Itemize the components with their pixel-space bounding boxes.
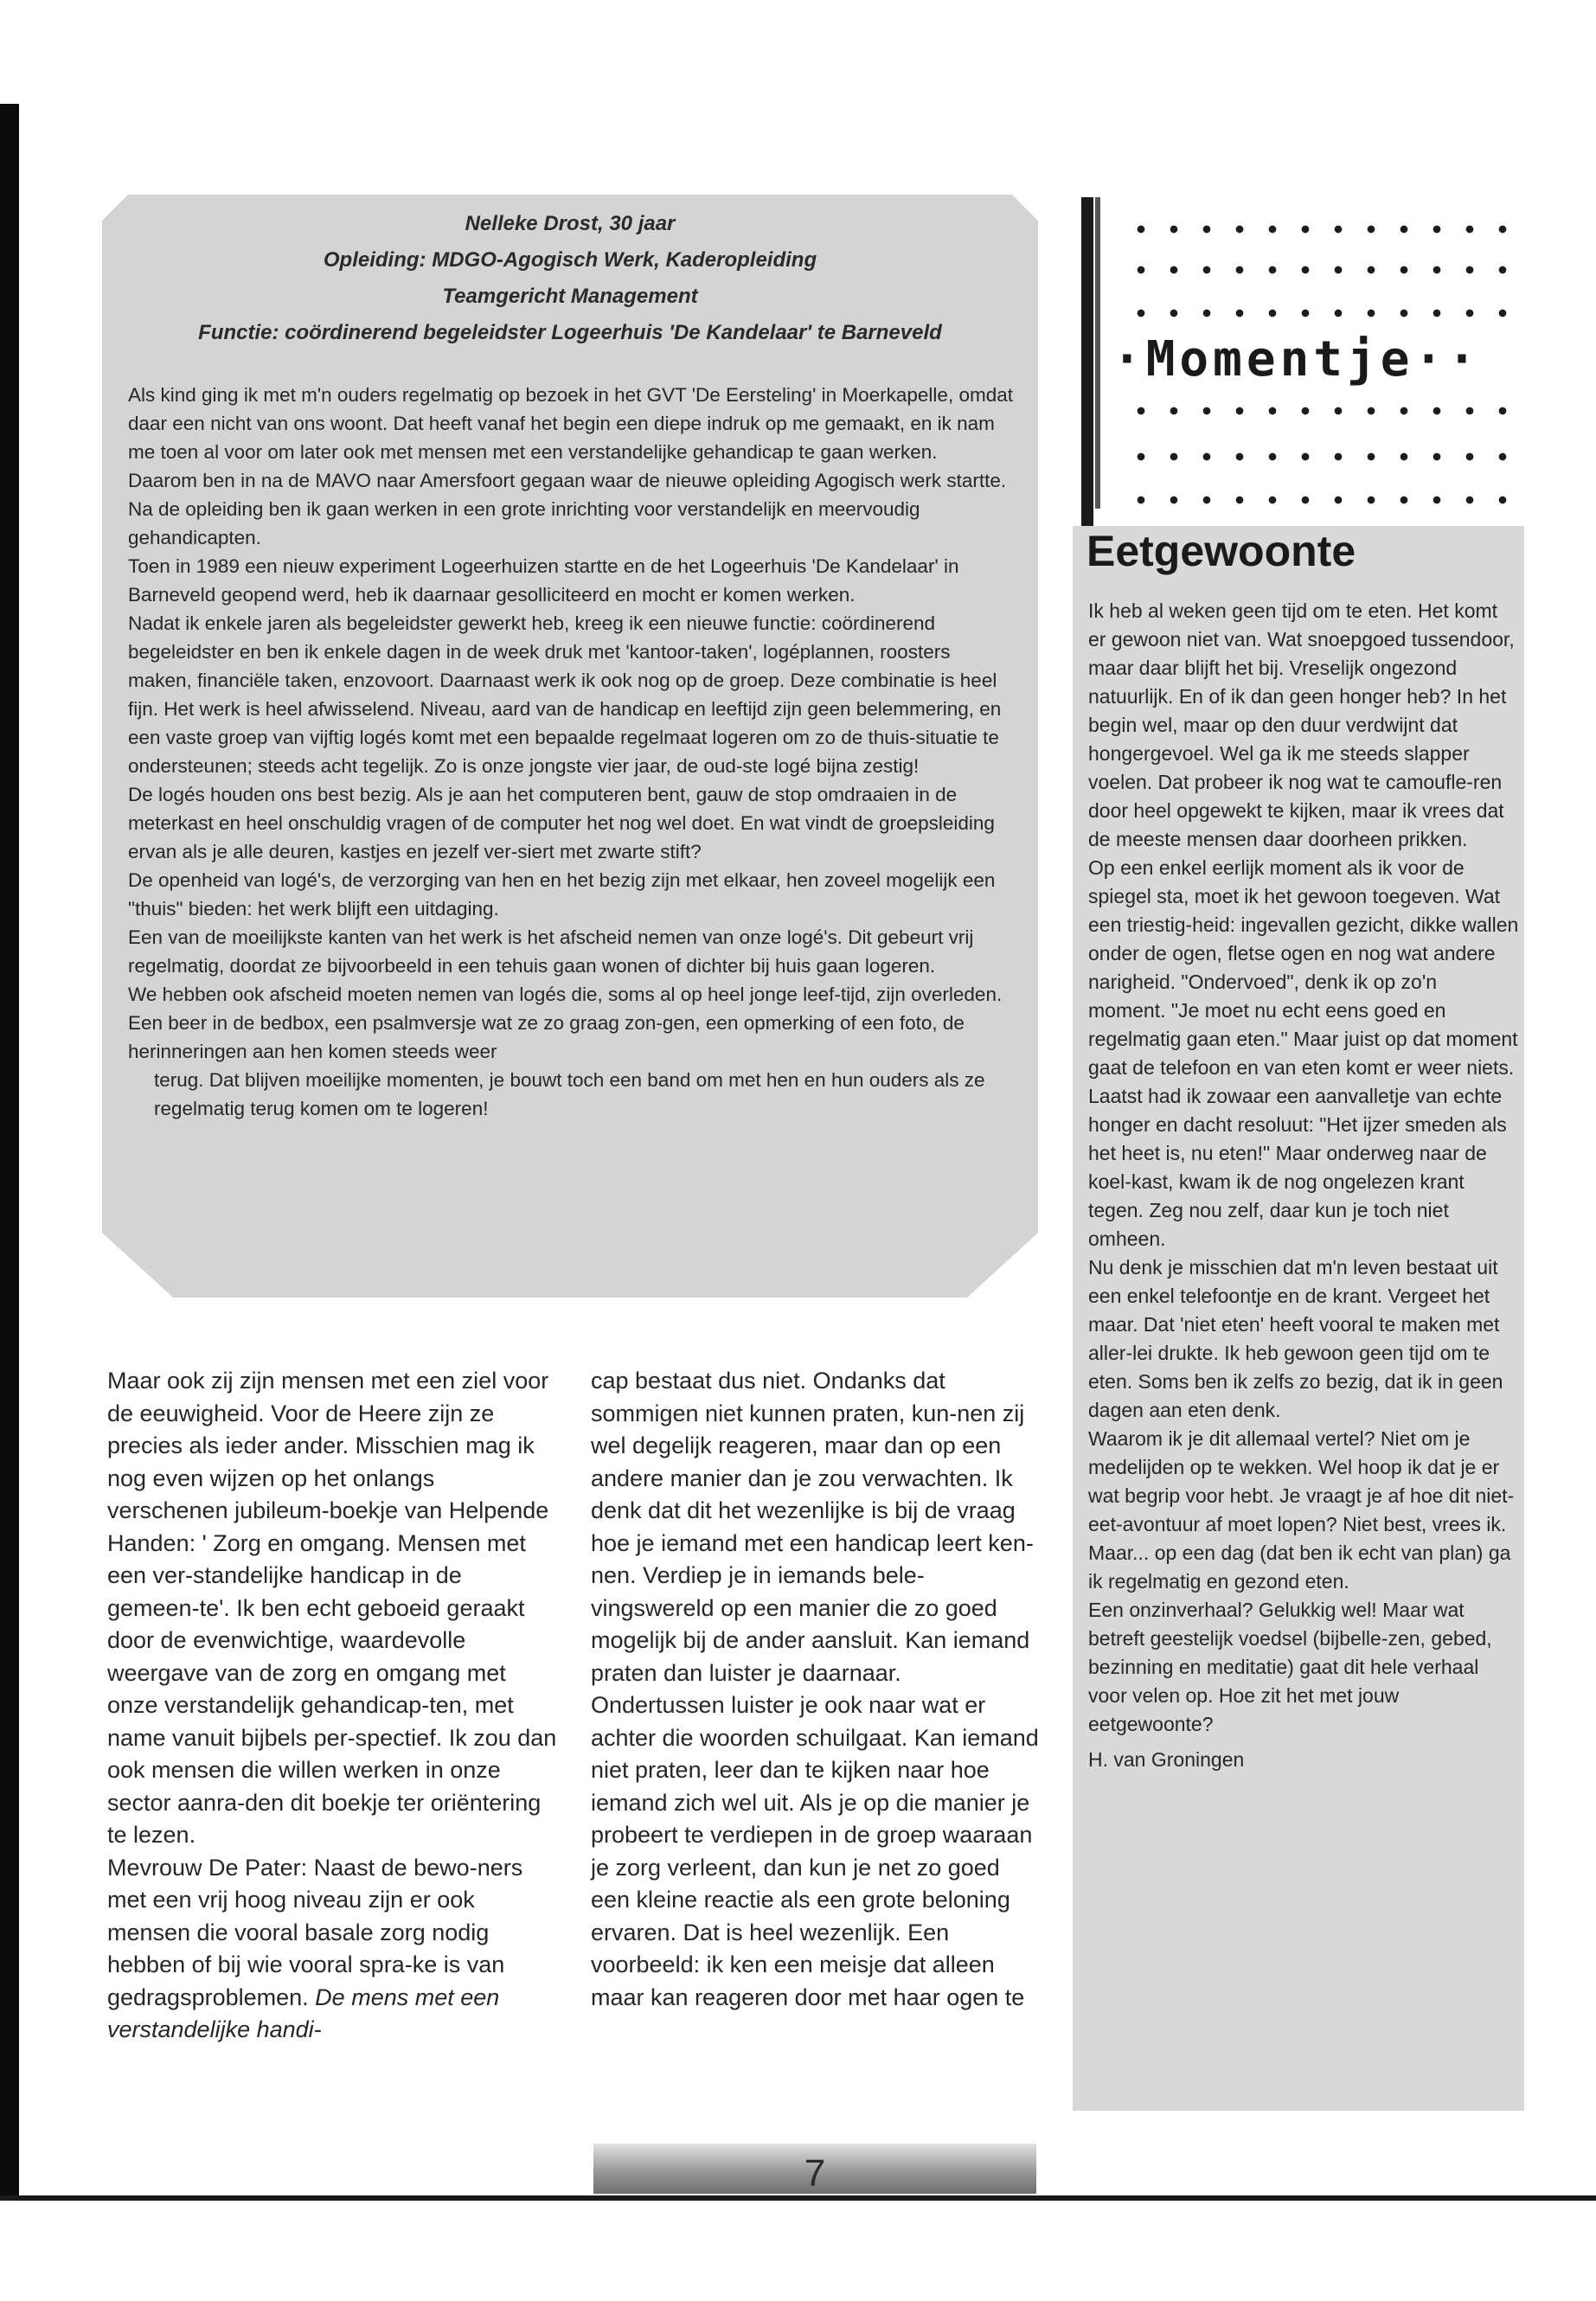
article-text-end: mens met een verstandelijke handi- [107,1984,500,2042]
page-number: 7 [804,2152,826,2195]
momentje-title: ·Momentje·· [1112,331,1481,388]
profile-body [128,381,1017,1123]
profile-function: Functie: coördinerend begeleidster Logeerhuis 'De Kandelaar' te Barneveld [198,321,942,344]
sidebar-paragraph: Waarom ik je dit allemaal vertel? Niet om je medelijden op te wekken. Wel hoop ik dat je er wat begrip voor hebt. Je vraagt je af hoe dit niet-eet-avontuur af moet lopen? Niet best, vrees ik. Maar... op een dag (dat ben ik echt van plan) ga ik regelmatig en gezond eten. [1088,1427,1515,1593]
article-paragraph [107,1852,557,2047]
sidebar-author: H. van Groningen [1088,1748,1245,1771]
profile-paragraph: We hebben ook afscheid moeten nemen van logés die, soms al op heel jonge leef-tijd, zijn overleden. Een beer in de bedbox, een psalmversje wat ze zo graag zon-gen, een opmerking of een foto, de herinneringen aan hen komen steeds weer [128,984,1003,1062]
scan-edge-bottom [0,2195,1596,2201]
scan-edge [0,104,19,2197]
banner-bar-shadow [1095,197,1100,509]
profile-paragraph: Als kind ging ik met m'n ouders regelmatig op bezoek in het GVT 'De Eersteling' in Moerkapelle, omdat daar een nicht van ons woont. Dat heeft vanaf het begin een diepe indruk op me gemaakt, en ik nam me toen al voor om later ook met mensen met een verstandelijke gehandicap te gaan werken. [128,384,1013,463]
sidebar-body [1088,597,1519,1774]
profile-education-2: Teamgericht Management [442,285,698,308]
profile-paragraph: Een van de moeilijkste kanten van het werk is het afscheid nemen van onze logé's. Dit gebeurt vrij regelmatig, doordat ze bijvoorbeeld in een tehuis gaan wonen of dichter bij huis gaan logeren. [128,926,974,977]
profile-name: Nelleke Drost, 30 jaar [465,212,676,235]
sidebar-paragraph: Op een enkel eerlijk moment als ik voor de spiegel sta, moet ik het gewoon toegeven. Wat een triestig-heid: ingevallen gezicht, dikke wallen onder de ogen, fletse ogen en nog wat andere narigheid. "Ondervoed", denk ik op zo'n moment. "Je moet nu echt eens goed en regelmatig gaan eten." Maar juist op dat moment gaat de telefoon en van eten komt er weer niets. [1088,856,1519,1079]
dots-row [1125,448,1522,465]
profile-education: Opleiding: MDGO-Agogisch Werk, Kaderopleiding [323,248,817,272]
profile-paragraph: Toen in 1989 een nieuw experiment Logeerhuizen startte en de het Logeerhuis 'De Kandelaar' in Barneveld geopend werd, heb ik daarnaar gesolliciteerd en mocht er komen werken. [128,555,959,606]
dots-row [1125,304,1522,322]
sidebar-paragraph: Een onzinverhaal? Gelukkig wel! Maar wat betreft geestelijk voedsel (bijbelle-zen, gebed, bezinning en meditatie) gaat dit hele verhaal voor velen op. Hoe zit het met jouw eetgewoonte? [1088,1599,1492,1735]
article-text: Mevrouw De Pater: Naast de bewo-ners met een vrij hoog niveau zijn er ook mensen die vooral basale zorg nodig hebben of bij wie vooral spra-ke is van gedragsproblemen. [107,1854,523,2010]
profile-paragraph: Daarom ben in na de MAVO naar Amersfoort gegaan waar de nieuwe opleiding Agogisch werk startte. Na de opleiding ben ik gaan werken in een grote inrichting voor verstandelijk en meervoudig gehandicapten. [128,470,1007,548]
dots-row [1125,221,1522,238]
sidebar-paragraph: Nu denk je misschien dat m'n leven bestaat uit een enkel telefoontje en de krant. Vergeet het maar. Dat 'niet eten' heeft vooral te maken met aller-lei drukte. Ik heb gewoon geen tijd om te eten. Soms ben ik zelfs zo bezig, dat ik in geen dagen aan eten denk. [1088,1256,1503,1421]
banner-bar [1081,197,1093,526]
profile-paragraph: De logés houden ons best bezig. Als je aan het computeren bent, gauw de stop omdraaien in de meterkast en heel onschuldig vragen of de computer het nog wel doet. En wat vindt de groepsleiding ervan als je alle deuren, kastjes en jezelf ver-siert met zwarte stift? [128,784,995,862]
article-italic-text: De [315,1984,345,2010]
dots-row [1125,491,1522,509]
sidebar-heading: Eetgewoonte [1086,527,1356,575]
profile-paragraph: Nadat ik enkele jaren als begeleidster gewerkt heb, kreeg ik een nieuwe functie: coördinerend begeleidster en ben ik enkele dagen in de week druk met 'kantoor-taken', logéplannen, roosters maken, financiële taken, enzovoort. Daarnaast werk ik ook nog op de groep. Deze combinatie is heel fijn. Het werk is heel afwisselend. Niveau, aard van de handicap en leeftijd zijn geen belemmering, en een vaste groep van vijftig logés komt met een bepaalde regelmaat logeren om zo de thuis-situatie te ondersteunen; steeds acht tegelijk. Zo is onze jongste vier jaar, de oud-ste logé bijna zestig! [128,612,1002,777]
sidebar-paragraph: Laatst had ik zowaar een aanvalletje van echte honger en dacht resoluut: "Het ijzer smeden als het heet is, nu eten!" Maar onderweg naar de koel-kast, kwam ik de nog ongelezen krant tegen. Zeg nou zelf, daar kun je toch niet omheen. [1088,1085,1507,1250]
article-column-middle [591,1365,1041,2014]
profile-paragraph: terug. Dat blijven moeilijke momenten, je bouwt toch een band om met hen en hun ouders als ze regelmatig terug komen om te logeren! [154,1069,985,1119]
dots-row [1125,261,1522,279]
dots-row [1125,402,1522,420]
article-paragraph: Maar ook zij zijn mensen met een ziel voor de eeuwigheid. Voor de Heere zijn ze precies als ieder ander. Misschien mag ik nog even wijzen op het onlangs verschenen jubileum-boekje van Helpende Handen: ' Zorg en omgang. Mensen met een ver-standelijke handicap in de gemeen-te'. Ik ben echt geboeid geraakt door de evenwichtige, waardevolle weergave van de zorg en omgang met onze verstandelijk gehandicap-ten, met name vanuit bijbels per-spectief. Ik zou dan ook mensen die willen werken in onze sector aanra-den dit boekje ter oriëntering te lezen. [107,1368,557,1848]
article-column-left [107,1365,557,2047]
profile-paragraph: De openheid van logé's, de verzorging van hen en het bezig zijn met elkaar, hen zoveel mogelijk een "thuis" bieden: het werk blijft een uitdaging. [128,869,996,920]
article-paragraph: cap bestaat dus niet. Ondanks dat sommigen niet kunnen praten, kun-nen zij wel degelijk reageren, maar dan op een andere manier dan je zou verwachten. Ik denk dat dit het wezenlijke is bij de vraag hoe je iemand met een handicap leert ken-nen. Verdiep je in iemands bele-vingswereld op een manier die zo goed mogelijk bij de ander aansluit. Kan iemand praten dan luister je daarnaar. Ondertussen luister je ook naar wat er achter die woorden schuilgaat. Kan iemand niet praten, leer dan te kijken naar hoe iemand zich wel uit. Als je op die manier je probeert te verdiepen in de groep waaraan je zorg verleent, dan kun je net zo goed een kleine reactie als een grote beloning ervaren. Dat is heel wezenlijk. Een voorbeeld: ik ken een meisje dat alleen maar kan reageren door met haar ogen te [591,1368,1039,2010]
sidebar-paragraph: Ik heb al weken geen tijd om te eten. Het komt er gewoon niet van. Wat snoepgoed tussendoor, maar daar blijft het bij. Vreselijk ongezond natuurlijk. En of ik dan geen honger heb? In het begin wel, maar op den duur verdwijnt dat hongergevoel. Wel ga ik me steeds slapper voelen. Dat probeer ik nog wat te camoufle-ren door heel opgewekt te kijken, maar ik vrees dat de meeste mensen daar doorheen prikken. [1088,599,1515,850]
momentje-title-text: Momentje [1145,331,1414,388]
profile-header [102,206,1038,351]
